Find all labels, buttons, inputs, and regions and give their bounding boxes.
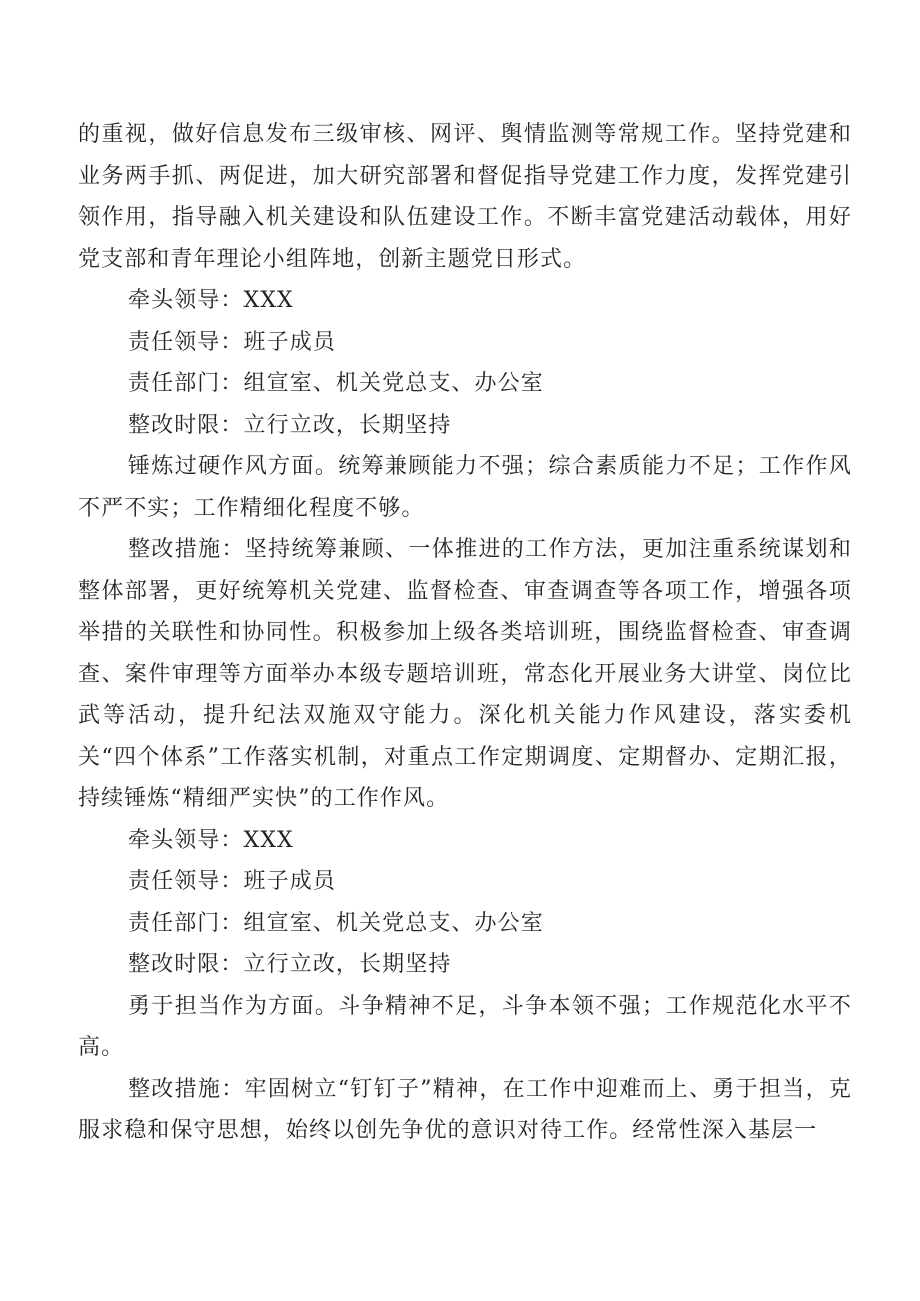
paragraph-work-style-issues: 锤炼过硬作风方面。统筹兼顾能力不强；综合素质能力不足；工作作风不严不实；工作精细化程度不够。 [78, 454, 852, 521]
field-value: 班子成员 [243, 869, 336, 894]
field-lead-leader [78, 280, 852, 322]
field-lead-leader [78, 820, 852, 862]
field-value: XXX [243, 827, 294, 853]
field-responsible-leader [78, 861, 852, 903]
paragraph-responsibility-measures: 整改措施：牢固树立“钉钉子”精神，在工作中迎难而上、勇于担当，克服求稳和保守思想，始终以创先争优的意识对待工作。经常性深入基层一 [78, 1076, 852, 1143]
field-label: 责任部门： [128, 910, 244, 936]
field-responsible-department [78, 363, 852, 405]
field-label: 责任领导： [128, 869, 244, 894]
field-label: 责任部门： [128, 371, 244, 396]
field-deadline [78, 944, 852, 986]
paragraph-responsibility-issues: 勇于担当作为方面。斗争精神不足，斗争本领不强；工作规范化水平不高。 [78, 993, 852, 1060]
field-responsible-department [78, 903, 852, 945]
field-value: 组宣室、机关党总支、办公室 [243, 371, 544, 396]
paragraph-party-building: 的重视，做好信息发布三级审核、网评、舆情监测等常规工作。坚持党建和业务两手抓、两促进，加大研究部署和督促指导党建工作力度，发挥党建引领作用，指导融入机关建设和队伍建设工作。不断丰富党建活动载体，用好党支部和青年理论小组阵地，创新主题党日形式。 [78, 122, 852, 272]
field-value: 立行立改，长期坚持 [243, 412, 452, 438]
field-value: 组宣室、机关党总支、办公室 [243, 910, 544, 936]
field-label: 整改时限： [128, 952, 244, 977]
field-value: 立行立改，长期坚持 [243, 952, 452, 977]
field-label: 整改时限： [128, 412, 244, 438]
paragraph-work-style-measures: 整改措施：坚持统筹兼顾、一体推进的工作方法，更加注重系统谋划和整体部署，更好统筹机关党建、监督检查、审查调查等各项工作，增强各项举措的关联性和协同性。积极参加上级各类培训班，围绕监督检查、审查调查、案件审理等方面举办本级专题培训班，常态化开展业务大讲堂、岗位比武等活动，提升纪法双施双守能力。深化机关能力作风建设，落实委机关“四个体系”工作落实机制，对重点工作定期调度、定期督办、定期汇报，持续锤炼“精细严实快”的工作作风。 [78, 537, 852, 811]
field-label: 责任领导： [128, 329, 244, 355]
field-value: 班子成员 [243, 329, 336, 355]
field-responsible-leader [78, 322, 852, 364]
document-body [78, 114, 852, 1152]
field-label: 牵头领导： [128, 288, 244, 313]
field-label: 牵头领导： [128, 827, 244, 853]
field-value: XXX [243, 288, 294, 313]
field-deadline [78, 405, 852, 447]
